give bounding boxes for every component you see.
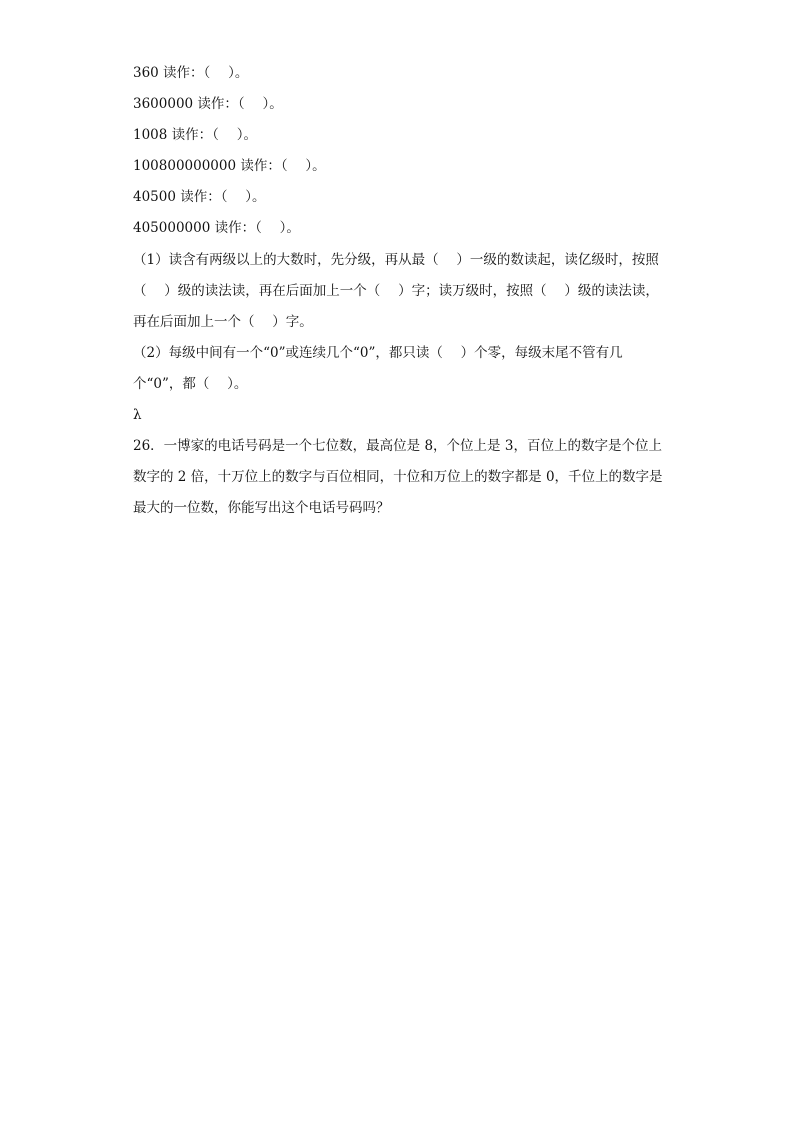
stray-lambda-symbol: λ xyxy=(133,407,142,423)
reading-line-360: 360 读作：（ ）。 xyxy=(133,65,249,81)
reading-line-405000000: 405000000 读作：（ ）。 xyxy=(133,220,300,236)
rule-paragraph-2: （2）每级中间有一个“0”或连续几个“0”，都只读（ ）个零，每级末尾不管有几个“0”，都（ ）。 xyxy=(133,345,623,392)
reading-line-40500: 40500 读作：（ ）。 xyxy=(133,189,266,205)
document-content xyxy=(133,63,668,524)
reading-line-100800000000: 100800000000 读作：（ ）。 xyxy=(133,158,326,174)
question-26: 26．一博家的电话号码是一个七位数，最高位是 8，个位上是 3，百位上的数字是个位上数字的 2 倍，十万位上的数字与百位相同，十位和万位上的数字都是 0，千位上的数字是最大的一位数，你能写出这个电话号码吗？ xyxy=(133,438,663,516)
reading-line-3600000: 3600000 读作：（ ）。 xyxy=(133,96,283,112)
reading-line-1008: 1008 读作：（ ）。 xyxy=(133,127,257,143)
rule-paragraph-1: （1）读含有两级以上的大数时，先分级，再从最（ ）一级的数读起，读亿级时，按照（ ）级的读法读，再在后面加上一个（ ）字；读万级时，按照（ ）级的读法读，再在后面加上一个（ ）字。 xyxy=(133,252,659,330)
